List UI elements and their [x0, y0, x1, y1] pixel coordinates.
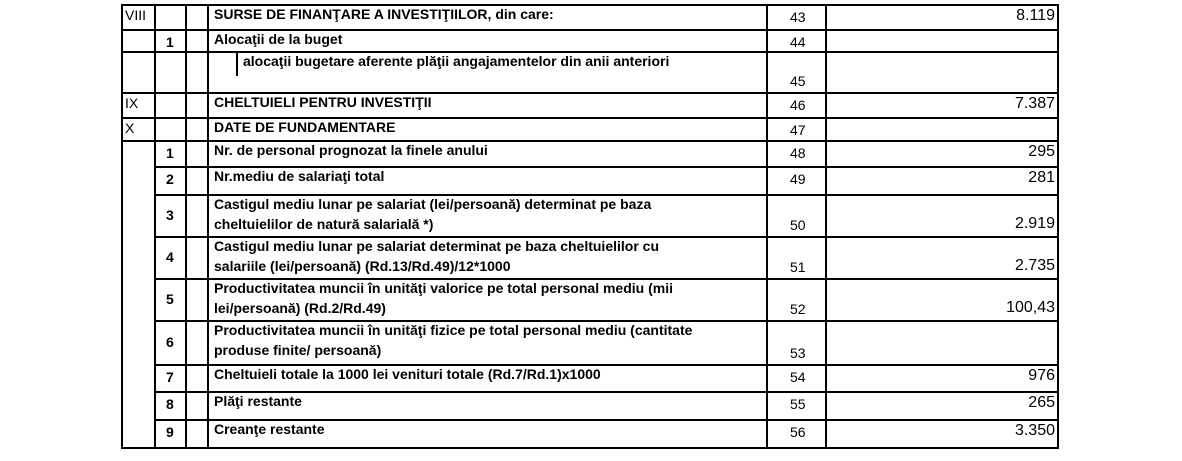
column-divider	[207, 4, 209, 449]
row-label: Nr. de personal prognozat la finele anului	[214, 142, 488, 158]
rd-number: 52	[790, 301, 806, 317]
row-value: 8.119	[1016, 7, 1055, 24]
row-value: 2.919	[1014, 215, 1055, 232]
rd-number: 44	[790, 34, 806, 50]
column-divider	[825, 4, 827, 449]
roman-numeral: VIII	[125, 7, 147, 23]
rd-number: 51	[790, 259, 806, 275]
row-value: 7.387	[1014, 95, 1055, 112]
row-label-line: Castigul mediu lunar pe salariat determinat pe baza cheltuielilor cu	[214, 238, 660, 254]
row-label-line: Productivitatea muncii în unităţi valorice pe total personal mediu (mii	[214, 280, 673, 296]
row-value: 2.735	[1014, 257, 1055, 274]
column-divider	[766, 4, 768, 449]
table-right-border	[1057, 4, 1059, 449]
rd-number: 53	[790, 345, 806, 361]
rd-number: 48	[790, 145, 806, 161]
rd-number: 46	[790, 97, 806, 113]
column-divider	[154, 4, 156, 449]
rd-number: 50	[790, 217, 806, 233]
row-label: Plăţi restante	[214, 393, 302, 409]
rd-number: 56	[790, 424, 806, 440]
row-label: Cheltuieli totale la 1000 lei venituri totale (Rd.7/Rd.1)x1000	[214, 366, 601, 382]
row-number: 1	[166, 145, 174, 161]
row-label-line: cheltuielilor de natură salarială *)	[214, 216, 434, 232]
row-number: 7	[166, 369, 174, 385]
rd-number: 49	[790, 171, 806, 187]
rd-number: 47	[790, 122, 806, 138]
row-value: 100,43	[1006, 299, 1055, 316]
row-label-line: produse finite/ persoană)	[214, 342, 382, 358]
row-label: DATE DE FUNDAMENTARE	[214, 119, 396, 135]
row-number: 5	[166, 291, 174, 307]
row-label: SURSE DE FINANŢARE A INVESTIŢIILOR, din care:	[214, 6, 554, 22]
row-label: Creanţe restante	[214, 421, 325, 437]
row-label: Nr.mediu de salariaţi total	[214, 168, 385, 184]
row-number: 3	[166, 207, 174, 223]
rd-number: 43	[790, 9, 806, 25]
rd-number: 54	[790, 369, 806, 385]
row-number: 6	[166, 334, 174, 350]
row-value: 265	[1028, 394, 1055, 411]
row-label: alocaţii bugetare aferente plăţii angajamentelor din anii anteriori	[243, 53, 670, 69]
rd-number: 45	[790, 73, 806, 89]
table-bottom-border	[121, 447, 1059, 449]
row-label: Alocaţii de la buget	[214, 31, 343, 47]
table-left-border	[121, 4, 123, 449]
roman-numeral: X	[125, 120, 135, 136]
row-number: 8	[166, 396, 174, 412]
column-divider	[185, 4, 187, 449]
row-number: 9	[166, 424, 174, 440]
indent-divider	[236, 51, 238, 76]
row-value: 281	[1028, 169, 1055, 186]
row-label-line: Castigul mediu lunar pe salariat (lei/persoană) determinat pe baza	[214, 196, 652, 212]
row-label-line: Productivitatea muncii în unităţi fizice pe total personal mediu (cantitate	[214, 322, 693, 338]
row-label-line: lei/persoană) (Rd.2/Rd.49)	[214, 300, 386, 316]
row-number: 4	[166, 249, 174, 265]
row-number: 1	[166, 34, 174, 50]
row-value: 976	[1028, 367, 1055, 384]
row-number: 2	[166, 171, 174, 187]
row-value: 295	[1028, 143, 1055, 160]
row-label-line: salariile (lei/persoană) (Rd.13/Rd.49)/12*1000	[214, 258, 511, 274]
roman-numeral: IX	[125, 95, 139, 111]
rd-number: 55	[790, 396, 806, 412]
row-label: CHELTUIELI PENTRU INVESTIŢII	[214, 94, 432, 110]
row-value: 3.350	[1014, 422, 1055, 439]
